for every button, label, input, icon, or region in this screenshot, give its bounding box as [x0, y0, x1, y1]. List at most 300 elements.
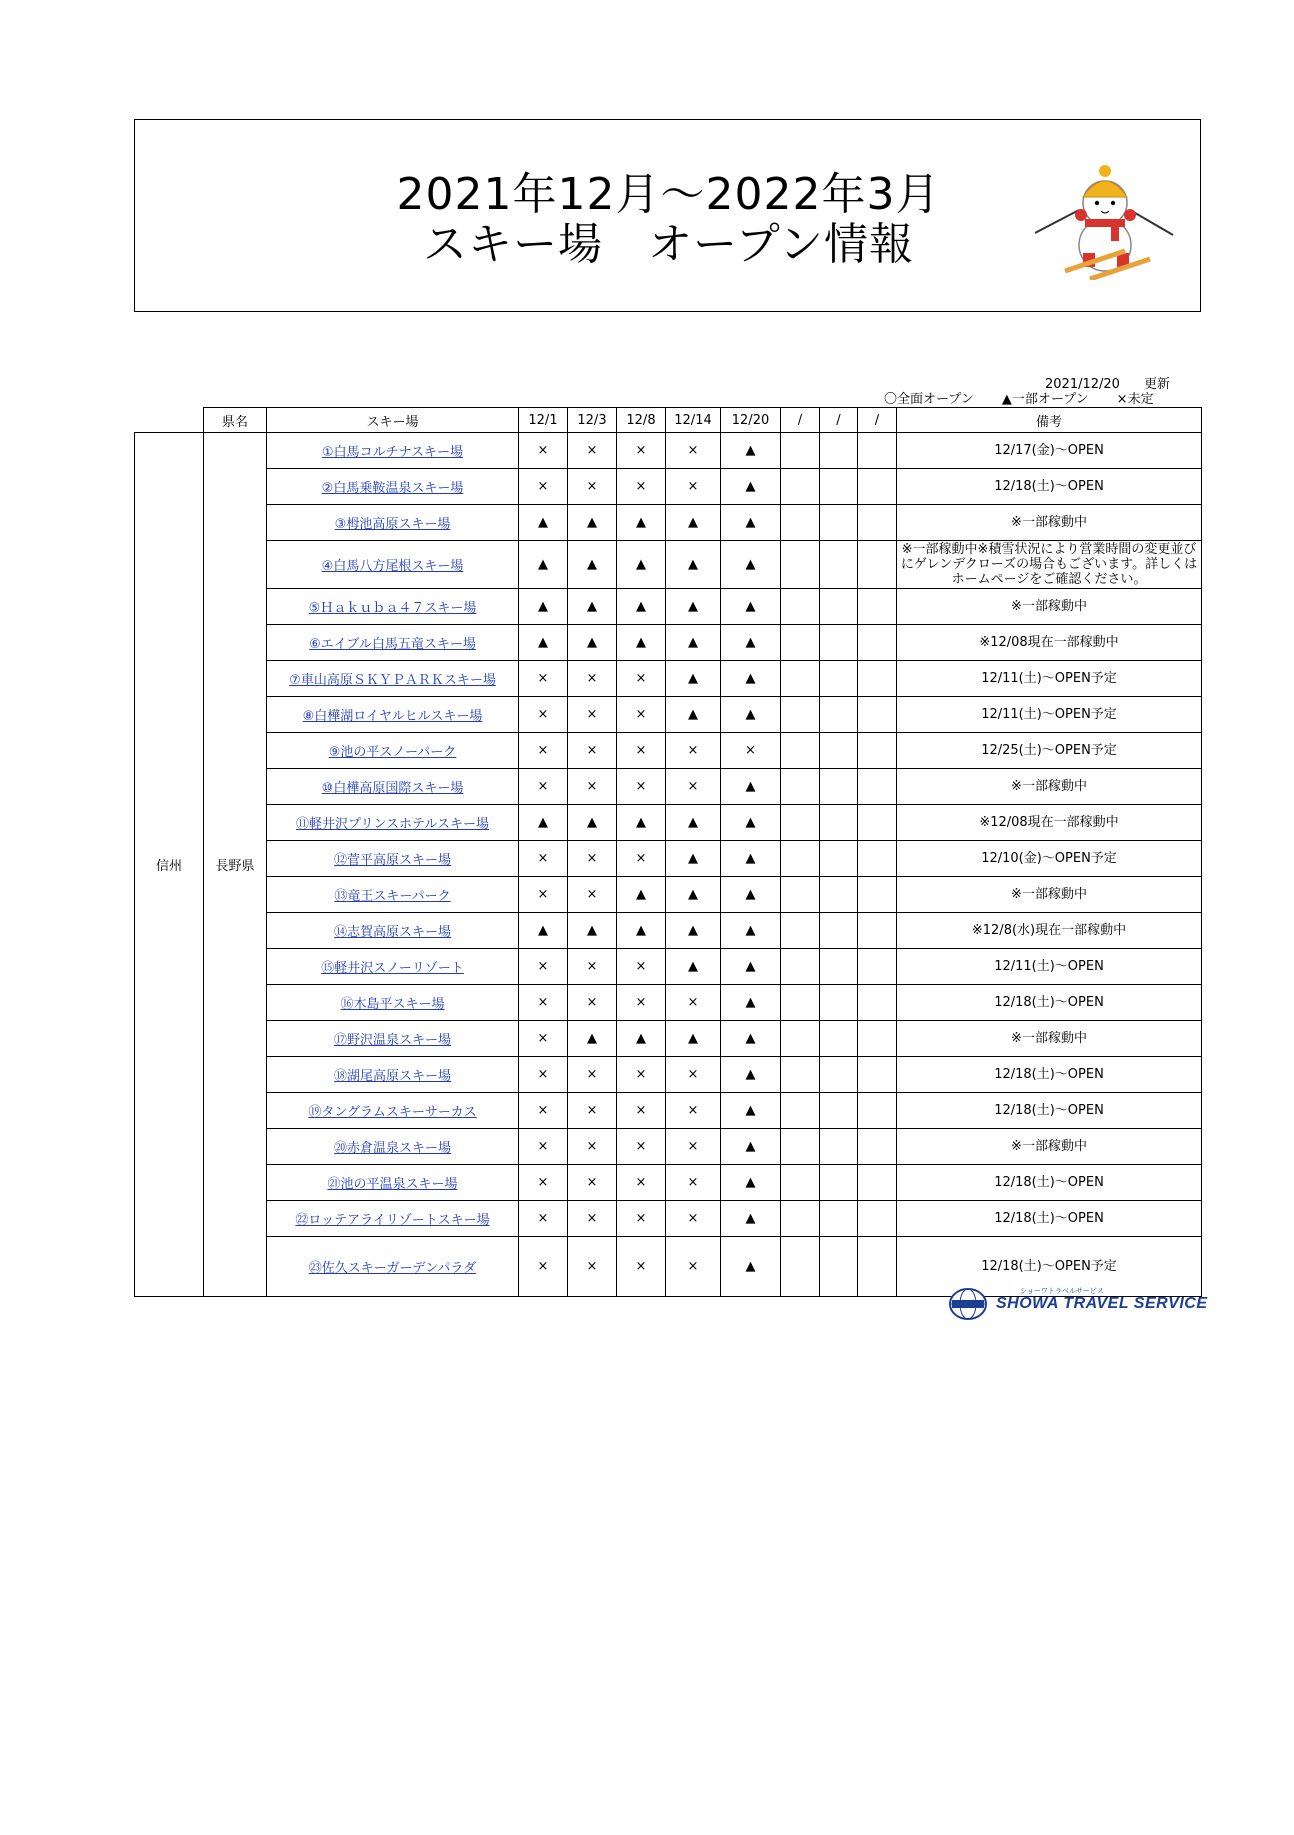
ski-area-cell: [267, 733, 519, 769]
status-cell: [820, 1129, 858, 1165]
status-cell: ×: [617, 733, 666, 769]
ski-area-cell: [267, 913, 519, 949]
table-row: [135, 469, 1202, 505]
status-cell: [781, 1165, 820, 1201]
status-cell: ×: [519, 769, 568, 805]
table-row: [135, 697, 1202, 733]
status-cell: ×: [568, 949, 617, 985]
ski-area-link[interactable]: ⑫菅平高原スキー場: [333, 853, 451, 868]
note-cell: 12/11(土)～OPEN: [897, 949, 1202, 985]
status-cell: [858, 697, 897, 733]
legend-partial-open: ▲一部オープン: [1001, 392, 1089, 407]
status-cell: ×: [617, 1165, 666, 1201]
status-cell: ▲: [721, 805, 781, 841]
status-cell: [858, 625, 897, 661]
status-cell: [781, 589, 820, 625]
status-cell: ×: [519, 1057, 568, 1093]
status-cell: [820, 1057, 858, 1093]
table-row: [135, 541, 1202, 589]
status-cell: [781, 697, 820, 733]
status-cell: ▲: [721, 469, 781, 505]
status-cell: [781, 505, 820, 541]
legend-undecided: ×未定: [1116, 392, 1154, 407]
status-cell: ▲: [617, 541, 666, 589]
ski-area-cell: [267, 469, 519, 505]
status-cell: [820, 949, 858, 985]
status-cell: [820, 589, 858, 625]
note-cell: 12/18(土)～OPEN: [897, 1057, 1202, 1093]
status-cell: ×: [568, 841, 617, 877]
ski-area-cell: [267, 1201, 519, 1237]
status-cell: ▲: [617, 625, 666, 661]
status-cell: ×: [617, 1201, 666, 1237]
note-cell: ※12/08現在一部稼動中: [897, 805, 1202, 841]
status-cell: ▲: [666, 625, 721, 661]
status-cell: ×: [519, 697, 568, 733]
ski-area-cell: [267, 769, 519, 805]
ski-area-link[interactable]: ⑳赤倉温泉スキー場: [333, 1141, 451, 1156]
status-cell: ×: [568, 985, 617, 1021]
header-date: 12/3: [568, 408, 617, 433]
ski-area-cell: [267, 661, 519, 697]
ski-area-link[interactable]: ㉒ロッテアライリゾートスキー場: [295, 1213, 490, 1228]
status-cell: [781, 733, 820, 769]
note-cell: ※一部稼動中: [897, 505, 1202, 541]
status-cell: ▲: [666, 661, 721, 697]
status-cell: ▲: [519, 541, 568, 589]
status-cell: ▲: [666, 697, 721, 733]
status-cell: ×: [666, 1165, 721, 1201]
header-date: 12/14: [666, 408, 721, 433]
status-cell: [820, 1021, 858, 1057]
snowman-skier-icon: [1035, 155, 1175, 280]
status-cell: ▲: [617, 913, 666, 949]
status-cell: [781, 877, 820, 913]
note-cell: 12/18(土)～OPEN: [897, 985, 1202, 1021]
table-row: [135, 985, 1202, 1021]
table-row: [135, 1057, 1202, 1093]
table-row: [135, 589, 1202, 625]
status-cell: ▲: [721, 841, 781, 877]
status-cell: [781, 661, 820, 697]
status-cell: [858, 1093, 897, 1129]
ski-area-link[interactable]: ⑱湖尾高原スキー場: [333, 1069, 451, 1084]
ski-area-cell: [267, 433, 519, 469]
status-cell: [820, 505, 858, 541]
note-cell: ※12/08現在一部稼動中: [897, 625, 1202, 661]
table-row: [135, 661, 1202, 697]
ski-area-link[interactable]: ⑯木島平スキー場: [340, 997, 445, 1012]
note-cell: ※一部稼動中: [897, 1129, 1202, 1165]
status-cell: ×: [617, 1129, 666, 1165]
ski-area-cell: [267, 985, 519, 1021]
status-cell: [858, 841, 897, 877]
status-cell: [781, 541, 820, 589]
status-cell: ×: [617, 697, 666, 733]
ski-area-link[interactable]: ㉑池の平温泉スキー場: [327, 1177, 458, 1192]
status-cell: ×: [519, 733, 568, 769]
header-ski-area: スキー場: [267, 408, 519, 433]
status-cell: ×: [666, 769, 721, 805]
status-cell: ▲: [721, 1201, 781, 1237]
status-cell: ×: [617, 985, 666, 1021]
status-cell: [858, 949, 897, 985]
status-cell: ×: [666, 733, 721, 769]
ski-area-link[interactable]: ⑮軽井沢スノーリゾート: [321, 961, 464, 976]
status-cell: [781, 1057, 820, 1093]
table-row: [135, 505, 1202, 541]
status-cell: [820, 805, 858, 841]
status-cell: ▲: [519, 805, 568, 841]
status-cell: ×: [568, 469, 617, 505]
status-cell: ×: [568, 661, 617, 697]
status-cell: [781, 433, 820, 469]
status-cell: [820, 697, 858, 733]
note-cell: ※一部稼動中: [897, 589, 1202, 625]
status-cell: ×: [666, 1237, 721, 1297]
status-cell: [781, 1093, 820, 1129]
status-cell: ▲: [666, 805, 721, 841]
status-cell: ×: [568, 1057, 617, 1093]
status-cell: ▲: [568, 805, 617, 841]
status-cell: ▲: [721, 1093, 781, 1129]
page-title-line2: スキー場 オープン情報: [422, 219, 915, 270]
status-cell: ▲: [617, 877, 666, 913]
status-cell: ×: [519, 949, 568, 985]
table-row: [135, 1201, 1202, 1237]
status-cell: [858, 1021, 897, 1057]
status-cell: [858, 733, 897, 769]
status-cell: ▲: [721, 1165, 781, 1201]
note-cell: 12/11(土)～OPEN予定: [897, 697, 1202, 733]
status-cell: ×: [519, 841, 568, 877]
ski-area-cell: [267, 949, 519, 985]
status-cell: ▲: [721, 433, 781, 469]
ski-area-cell: [267, 1237, 519, 1297]
status-cell: ×: [519, 661, 568, 697]
status-cell: ▲: [721, 877, 781, 913]
status-cell: ▲: [721, 1129, 781, 1165]
status-cell: ×: [666, 985, 721, 1021]
status-cell: [858, 1165, 897, 1201]
table-row: [135, 769, 1202, 805]
status-cell: [781, 625, 820, 661]
status-cell: ×: [617, 1093, 666, 1129]
ski-area-link[interactable]: ⑪軽井沢プリンスホテルスキー場: [295, 817, 490, 832]
note-cell: 12/10(金)～OPEN予定: [897, 841, 1202, 877]
ski-area-link[interactable]: ⑬竜王スキーパーク: [334, 889, 451, 904]
page-title-line1: 2021年12月～2022年3月: [396, 169, 941, 220]
status-cell: [858, 805, 897, 841]
legend: [884, 388, 1154, 407]
status-cell: ×: [666, 1057, 721, 1093]
ski-area-link[interactable]: ⑥エイブル白馬五竜スキー場: [309, 637, 476, 652]
status-cell: [820, 913, 858, 949]
legend-full-open: 〇全面オープン: [884, 392, 974, 407]
status-cell: [858, 661, 897, 697]
status-cell: ▲: [721, 505, 781, 541]
note-cell: ※一部稼動中: [897, 877, 1202, 913]
region-cell: 信州: [135, 433, 204, 1297]
status-cell: ▲: [721, 769, 781, 805]
table-row: [135, 733, 1202, 769]
status-cell: [858, 541, 897, 589]
header-date: 12/20: [721, 408, 781, 433]
ski-area-cell: [267, 589, 519, 625]
status-cell: [820, 469, 858, 505]
prefecture-cell: 長野県: [204, 433, 267, 1297]
status-cell: ▲: [519, 625, 568, 661]
status-cell: ▲: [666, 913, 721, 949]
status-cell: ×: [519, 985, 568, 1021]
status-cell: [781, 469, 820, 505]
status-cell: ▲: [721, 625, 781, 661]
status-cell: [781, 1201, 820, 1237]
status-cell: ▲: [568, 505, 617, 541]
status-cell: [820, 625, 858, 661]
note-cell: 12/18(土)～OPEN: [897, 1093, 1202, 1129]
status-cell: ▲: [721, 1057, 781, 1093]
status-cell: [858, 1057, 897, 1093]
status-cell: ▲: [721, 661, 781, 697]
status-cell: ▲: [721, 541, 781, 589]
status-cell: ×: [568, 733, 617, 769]
status-cell: [858, 433, 897, 469]
globe-logo-icon: [948, 1286, 988, 1322]
status-cell: [781, 1237, 820, 1297]
status-cell: ▲: [519, 505, 568, 541]
status-cell: ×: [568, 1129, 617, 1165]
title-box: [134, 119, 1201, 312]
status-cell: [781, 1021, 820, 1057]
status-cell: ×: [568, 1093, 617, 1129]
status-cell: ▲: [721, 985, 781, 1021]
table-row: [135, 877, 1202, 913]
status-cell: ×: [568, 1165, 617, 1201]
status-cell: ×: [617, 1057, 666, 1093]
header-date: 12/1: [519, 408, 568, 433]
ski-area-cell: [267, 1093, 519, 1129]
status-cell: [781, 805, 820, 841]
logo-text: SHOWA TRAVEL SERVICE: [996, 1295, 1208, 1312]
status-cell: [781, 913, 820, 949]
table-row: [135, 1129, 1202, 1165]
ski-area-cell: [267, 505, 519, 541]
status-cell: [858, 769, 897, 805]
status-cell: ×: [617, 433, 666, 469]
status-cell: [820, 661, 858, 697]
table-row: [135, 1165, 1202, 1201]
table-row: [135, 805, 1202, 841]
status-cell: ×: [617, 949, 666, 985]
status-cell: [781, 769, 820, 805]
status-cell: ×: [568, 1201, 617, 1237]
ski-area-link[interactable]: ⑰野沢温泉スキー場: [333, 1033, 451, 1048]
status-cell: ▲: [666, 589, 721, 625]
status-cell: ×: [617, 1237, 666, 1297]
status-cell: ×: [666, 433, 721, 469]
ski-area-cell: [267, 841, 519, 877]
status-cell: [820, 1201, 858, 1237]
status-cell: [820, 541, 858, 589]
update-date: 2021/12/20: [1045, 377, 1120, 392]
status-cell: [858, 985, 897, 1021]
status-cell: ▲: [721, 949, 781, 985]
ski-area-cell: [267, 877, 519, 913]
note-cell: 12/18(土)～OPEN: [897, 469, 1202, 505]
status-cell: ×: [666, 1129, 721, 1165]
status-cell: ▲: [617, 1021, 666, 1057]
ski-area-link[interactable]: ①白馬コルチナスキー場: [321, 445, 464, 460]
ski-area-link[interactable]: ⑭志賀高原スキー場: [333, 925, 451, 940]
ski-area-cell: [267, 625, 519, 661]
status-cell: ▲: [617, 589, 666, 625]
status-cell: ×: [519, 1165, 568, 1201]
status-cell: ▲: [568, 625, 617, 661]
note-cell: 12/18(土)～OPEN: [897, 1165, 1202, 1201]
status-cell: [858, 1129, 897, 1165]
company-logo: [948, 1286, 1208, 1322]
note-cell: ※一部稼動中: [897, 769, 1202, 805]
status-cell: ×: [519, 1021, 568, 1057]
status-cell: [858, 1237, 897, 1297]
status-cell: ×: [568, 769, 617, 805]
status-cell: ▲: [666, 877, 721, 913]
status-cell: ×: [519, 1201, 568, 1237]
status-cell: ×: [666, 1201, 721, 1237]
status-cell: [781, 1129, 820, 1165]
status-cell: [820, 841, 858, 877]
ski-area-link[interactable]: ⑨池の平スノーパーク: [328, 745, 457, 760]
status-cell: ×: [617, 769, 666, 805]
status-cell: ▲: [617, 805, 666, 841]
status-cell: ×: [519, 1237, 568, 1297]
status-cell: [820, 1237, 858, 1297]
status-cell: ▲: [721, 589, 781, 625]
status-cell: ×: [568, 1237, 617, 1297]
status-cell: [820, 877, 858, 913]
ski-area-link[interactable]: ③栂池高原スキー場: [334, 517, 451, 532]
header-prefecture: 県名: [204, 408, 267, 433]
status-cell: ×: [519, 469, 568, 505]
status-cell: [820, 985, 858, 1021]
status-cell: [858, 1201, 897, 1237]
update-label: 更新: [1143, 377, 1170, 392]
note-cell: ※一部稼動中: [897, 1021, 1202, 1057]
status-cell: [781, 841, 820, 877]
status-cell: ×: [666, 469, 721, 505]
ski-area-link[interactable]: ⑤Ｈａｋｕｂａ４７スキー場: [308, 601, 477, 616]
table-row: [135, 1093, 1202, 1129]
status-cell: ▲: [568, 589, 617, 625]
ski-area-link[interactable]: ㉓佐久スキーガーデンパラダ: [308, 1261, 477, 1276]
ski-area-cell: [267, 805, 519, 841]
table-header-row: [135, 408, 1202, 433]
ski-area-link[interactable]: ⑩白樺高原国際スキー場: [321, 781, 464, 796]
status-cell: ▲: [568, 1021, 617, 1057]
status-cell: ×: [568, 433, 617, 469]
header-date: 12/8: [617, 408, 666, 433]
status-cell: ▲: [721, 913, 781, 949]
ski-area-cell: [267, 1021, 519, 1057]
status-cell: [820, 433, 858, 469]
status-cell: ▲: [666, 505, 721, 541]
status-cell: [858, 913, 897, 949]
status-cell: ▲: [721, 697, 781, 733]
status-cell: ×: [617, 661, 666, 697]
ski-area-table: [134, 407, 1202, 1297]
status-cell: [858, 469, 897, 505]
status-cell: ×: [519, 1093, 568, 1129]
status-cell: [858, 589, 897, 625]
ski-area-link[interactable]: ②白馬乗鞍温泉スキー場: [321, 481, 464, 496]
status-cell: [858, 877, 897, 913]
header-date: /: [858, 408, 897, 433]
ski-area-cell: [267, 541, 519, 589]
table-row: [135, 433, 1202, 469]
status-cell: ▲: [568, 541, 617, 589]
status-cell: ×: [617, 841, 666, 877]
ski-area-cell: [267, 697, 519, 733]
status-cell: ×: [617, 469, 666, 505]
note-cell: 12/25(土)～OPEN予定: [897, 733, 1202, 769]
status-cell: ×: [721, 733, 781, 769]
header-date: /: [820, 408, 858, 433]
status-cell: ×: [666, 1093, 721, 1129]
status-cell: ×: [568, 697, 617, 733]
header-notes: 備考: [897, 408, 1202, 433]
status-cell: ▲: [568, 913, 617, 949]
status-cell: [820, 1093, 858, 1129]
status-cell: ▲: [721, 1237, 781, 1297]
status-cell: [858, 505, 897, 541]
status-cell: ▲: [666, 841, 721, 877]
ski-area-cell: [267, 1057, 519, 1093]
table-row: [135, 949, 1202, 985]
ski-area-link[interactable]: ⑲タングラムスキーサーカス: [308, 1105, 477, 1120]
note-cell: ※一部稼動中※積雪状況により営業時間の変更並びにゲレンデクローズの場合もございます。詳しくはホームページをご確認ください。: [897, 541, 1202, 589]
status-cell: ×: [519, 1129, 568, 1165]
ski-area-link[interactable]: ④白馬八方尾根スキー場: [321, 559, 464, 574]
note-cell: 12/18(土)～OPEN予定: [897, 1237, 1202, 1297]
status-cell: ▲: [519, 913, 568, 949]
note-cell: 12/11(土)～OPEN予定: [897, 661, 1202, 697]
status-cell: [781, 985, 820, 1021]
ski-area-link[interactable]: ⑧白樺湖ロイヤルヒルスキー場: [302, 709, 483, 724]
status-cell: ▲: [721, 1021, 781, 1057]
logo-ruby: ショーワトラベルサービス: [1020, 1287, 1104, 1295]
table-row: [135, 841, 1202, 877]
table-row: [135, 1021, 1202, 1057]
status-cell: [820, 1165, 858, 1201]
ski-area-link[interactable]: ⑦車山高原ＳＫＹＰＡＲＫスキー場: [289, 673, 496, 688]
status-cell: ×: [519, 877, 568, 913]
status-cell: [781, 949, 820, 985]
status-cell: ▲: [666, 541, 721, 589]
status-cell: [820, 733, 858, 769]
status-cell: ×: [568, 877, 617, 913]
header-date: /: [781, 408, 820, 433]
ski-area-cell: [267, 1165, 519, 1201]
note-cell: ※12/8(水)現在一部稼動中: [897, 913, 1202, 949]
table-row: [135, 625, 1202, 661]
status-cell: ▲: [666, 1021, 721, 1057]
status-cell: ▲: [666, 949, 721, 985]
table-row: [135, 913, 1202, 949]
ski-area-cell: [267, 1129, 519, 1165]
status-cell: ×: [519, 433, 568, 469]
note-cell: 12/17(金)～OPEN: [897, 433, 1202, 469]
